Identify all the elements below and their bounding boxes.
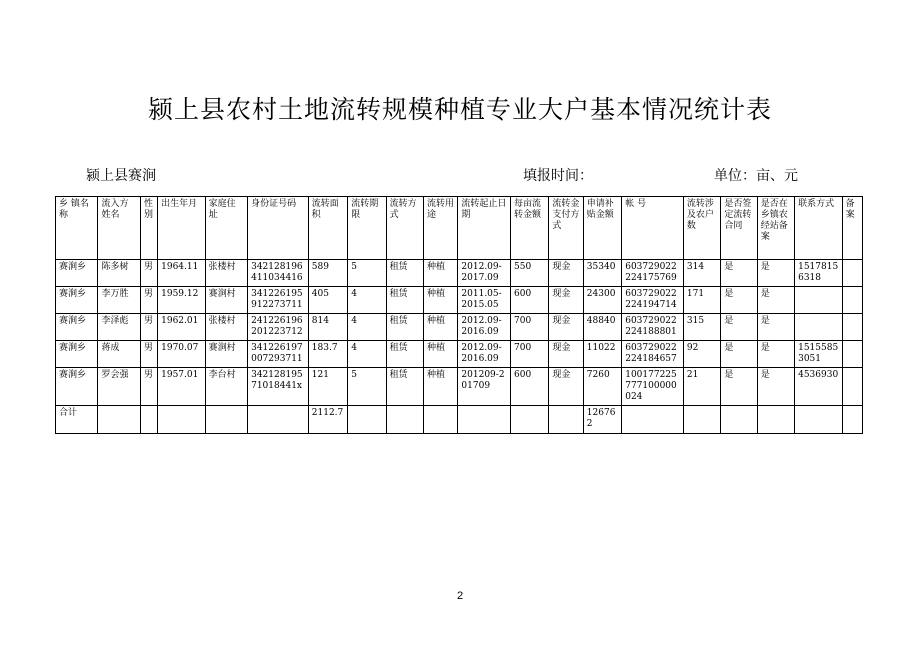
table-cell: 603729022224194714 bbox=[622, 287, 684, 314]
total-cell bbox=[458, 406, 511, 434]
table-cell: 李万胜 bbox=[98, 287, 140, 314]
table-cell: 603729022224188801 bbox=[622, 314, 684, 341]
table-cell: 租赁 bbox=[386, 287, 423, 314]
table-cell: 租赁 bbox=[386, 314, 423, 341]
table-cell: 341226195912273711 bbox=[248, 287, 309, 314]
table-cell: 租赁 bbox=[386, 341, 423, 368]
table-cell bbox=[795, 314, 843, 341]
table-cell: 15178156318 bbox=[795, 260, 843, 287]
total-cell bbox=[511, 406, 549, 434]
table-cell: 种植 bbox=[424, 368, 458, 406]
table-cell: 张楼村 bbox=[205, 314, 247, 341]
header-cell: 流转金支付方式 bbox=[549, 197, 583, 260]
table-cell: 5 bbox=[348, 368, 386, 406]
header-cell: 流转涉及农户数 bbox=[683, 197, 720, 260]
table-cell: 种植 bbox=[424, 287, 458, 314]
table-cell: 92 bbox=[683, 341, 720, 368]
total-row bbox=[56, 406, 863, 434]
total-cell: 126762 bbox=[583, 406, 621, 434]
table-cell: 341226197007293711 bbox=[248, 341, 309, 368]
table-cell: 4 bbox=[348, 287, 386, 314]
table-cell: 赛涧乡 bbox=[56, 314, 98, 341]
table-row bbox=[56, 260, 863, 287]
table-cell: 男 bbox=[140, 260, 157, 287]
table-cell: 241226196201223712 bbox=[248, 314, 309, 341]
total-cell bbox=[549, 406, 583, 434]
table-cell: 15155853051 bbox=[795, 341, 843, 368]
header-cell: 性别 bbox=[140, 197, 157, 260]
total-cell bbox=[721, 406, 757, 434]
table-cell: 陈多树 bbox=[98, 260, 140, 287]
header-row bbox=[56, 197, 863, 260]
table-cell: 600 bbox=[511, 287, 549, 314]
header-cell: 流转用途 bbox=[424, 197, 458, 260]
table-cell: 201209-201709 bbox=[458, 368, 511, 406]
table-cell: 是 bbox=[757, 260, 794, 287]
table-cell: 李泽彪 bbox=[98, 314, 140, 341]
table-cell: 赛涧村 bbox=[205, 287, 247, 314]
table-cell: 35340 bbox=[583, 260, 621, 287]
header-cell: 流入方姓名 bbox=[98, 197, 140, 260]
table-row bbox=[56, 314, 863, 341]
table-cell: 赛涧乡 bbox=[56, 287, 98, 314]
header-cell: 身份证号码 bbox=[248, 197, 309, 260]
header-cell: 家庭住址 bbox=[205, 197, 247, 260]
table-cell: 5 bbox=[348, 260, 386, 287]
table-cell: 赛涧村 bbox=[205, 341, 247, 368]
table-cell: 589 bbox=[308, 260, 347, 287]
page-number: 2 bbox=[456, 590, 464, 602]
total-cell bbox=[757, 406, 794, 434]
header-cell: 流转面积 bbox=[308, 197, 347, 260]
table-cell: 是 bbox=[757, 368, 794, 406]
fill-time-label: 填报时间： bbox=[523, 168, 593, 184]
table-cell bbox=[842, 287, 862, 314]
table-cell: 现金 bbox=[549, 314, 583, 341]
total-cell bbox=[386, 406, 423, 434]
table-cell: 600 bbox=[511, 368, 549, 406]
table-cell: 21 bbox=[683, 368, 720, 406]
table-cell: 1957.01 bbox=[158, 368, 206, 406]
table-cell: 603729022224184657 bbox=[622, 341, 684, 368]
table-cell: 34212819571018441x bbox=[248, 368, 309, 406]
table-cell: 171 bbox=[683, 287, 720, 314]
statistics-table bbox=[55, 196, 863, 434]
table-cell: 是 bbox=[721, 341, 757, 368]
table-cell: 183.7 bbox=[308, 341, 347, 368]
total-cell bbox=[795, 406, 843, 434]
table-cell: 4 bbox=[348, 341, 386, 368]
total-cell bbox=[248, 406, 309, 434]
total-cell bbox=[622, 406, 684, 434]
table-cell: 814 bbox=[308, 314, 347, 341]
total-cell bbox=[683, 406, 720, 434]
table-cell: 男 bbox=[140, 314, 157, 341]
table-cell: 314 bbox=[683, 260, 720, 287]
table-cell: 男 bbox=[140, 287, 157, 314]
total-cell bbox=[98, 406, 140, 434]
table-cell: 种植 bbox=[424, 260, 458, 287]
table-cell: 张楼村 bbox=[205, 260, 247, 287]
total-cell bbox=[424, 406, 458, 434]
table-cell: 租赁 bbox=[386, 368, 423, 406]
table-row bbox=[56, 287, 863, 314]
header-cell: 乡 镇名 称 bbox=[56, 197, 98, 260]
table-cell: 男 bbox=[140, 341, 157, 368]
table-cell: 121 bbox=[308, 368, 347, 406]
table-cell: 4536930 bbox=[795, 368, 843, 406]
table-cell: 11022 bbox=[583, 341, 621, 368]
header-cell: 流转方式 bbox=[386, 197, 423, 260]
total-cell bbox=[158, 406, 206, 434]
total-cell bbox=[348, 406, 386, 434]
table-cell: 1962.01 bbox=[158, 314, 206, 341]
table-cell: 2012.09-2016.09 bbox=[458, 314, 511, 341]
table-cell: 2012.09-2017.09 bbox=[458, 260, 511, 287]
header-cell: 是否在乡镇农经站备案 bbox=[757, 197, 794, 260]
table-cell: 赛涧乡 bbox=[56, 341, 98, 368]
table-cell: 100177225777100000024 bbox=[622, 368, 684, 406]
table-cell: 405 bbox=[308, 287, 347, 314]
header-cell: 联系方式 bbox=[795, 197, 843, 260]
header-cell: 帐 号 bbox=[622, 197, 684, 260]
header-cell: 每亩流转金额 bbox=[511, 197, 549, 260]
table-cell: 2011.05-2015.05 bbox=[458, 287, 511, 314]
unit-label: 单位：亩、元 bbox=[714, 168, 798, 184]
header-cell: 是否签定流转合同 bbox=[721, 197, 757, 260]
table-cell: 李台村 bbox=[205, 368, 247, 406]
header-cell: 出生年月 bbox=[158, 197, 206, 260]
total-cell bbox=[140, 406, 157, 434]
total-cell: 2112.7 bbox=[308, 406, 347, 434]
table-cell: 4 bbox=[348, 314, 386, 341]
table-cell: 342128196411034416 bbox=[248, 260, 309, 287]
page-title: 颍上县农村土地流转规模种植专业大户基本情况统计表 bbox=[147, 95, 772, 124]
table-row bbox=[56, 368, 863, 406]
table-cell: 是 bbox=[757, 341, 794, 368]
header-cell: 流转起止日期 bbox=[458, 197, 511, 260]
table-cell bbox=[795, 287, 843, 314]
table-cell: 是 bbox=[721, 260, 757, 287]
table-row bbox=[56, 341, 863, 368]
table-cell: 是 bbox=[721, 314, 757, 341]
region-label: 颍上县赛涧 bbox=[86, 168, 156, 184]
header-cell: 备案 bbox=[842, 197, 862, 260]
table-cell: 男 bbox=[140, 368, 157, 406]
table-cell bbox=[842, 341, 862, 368]
total-cell bbox=[205, 406, 247, 434]
table-cell: 7260 bbox=[583, 368, 621, 406]
table-cell: 1964.11 bbox=[158, 260, 206, 287]
table-cell: 赛涧乡 bbox=[56, 260, 98, 287]
total-cell bbox=[842, 406, 862, 434]
table-cell: 550 bbox=[511, 260, 549, 287]
table-cell: 700 bbox=[511, 341, 549, 368]
table-cell: 1959.12 bbox=[158, 287, 206, 314]
table-cell: 是 bbox=[721, 287, 757, 314]
table-cell: 现金 bbox=[549, 260, 583, 287]
header-cell: 申请补贴金额 bbox=[583, 197, 621, 260]
table-cell: 1970.07 bbox=[158, 341, 206, 368]
table-cell: 603729022224175769 bbox=[622, 260, 684, 287]
table-cell: 是 bbox=[721, 368, 757, 406]
table-cell: 种植 bbox=[424, 341, 458, 368]
table-cell: 315 bbox=[683, 314, 720, 341]
table-cell: 蒋成 bbox=[98, 341, 140, 368]
table-cell: 700 bbox=[511, 314, 549, 341]
table-cell: 现金 bbox=[549, 368, 583, 406]
table-cell: 是 bbox=[757, 287, 794, 314]
table-cell: 租赁 bbox=[386, 260, 423, 287]
table-cell bbox=[842, 368, 862, 406]
table-cell: 48840 bbox=[583, 314, 621, 341]
table-cell bbox=[842, 314, 862, 341]
table-cell: 24300 bbox=[583, 287, 621, 314]
header-cell: 流转期限 bbox=[348, 197, 386, 260]
total-cell: 合计 bbox=[56, 406, 98, 434]
table-cell bbox=[842, 260, 862, 287]
table-cell: 赛涧乡 bbox=[56, 368, 98, 406]
table-cell: 2012.09-2016.09 bbox=[458, 341, 511, 368]
table-cell: 种植 bbox=[424, 314, 458, 341]
table-cell: 是 bbox=[757, 314, 794, 341]
table-cell: 罗会强 bbox=[98, 368, 140, 406]
table-cell: 现金 bbox=[549, 341, 583, 368]
table-cell: 现金 bbox=[549, 287, 583, 314]
